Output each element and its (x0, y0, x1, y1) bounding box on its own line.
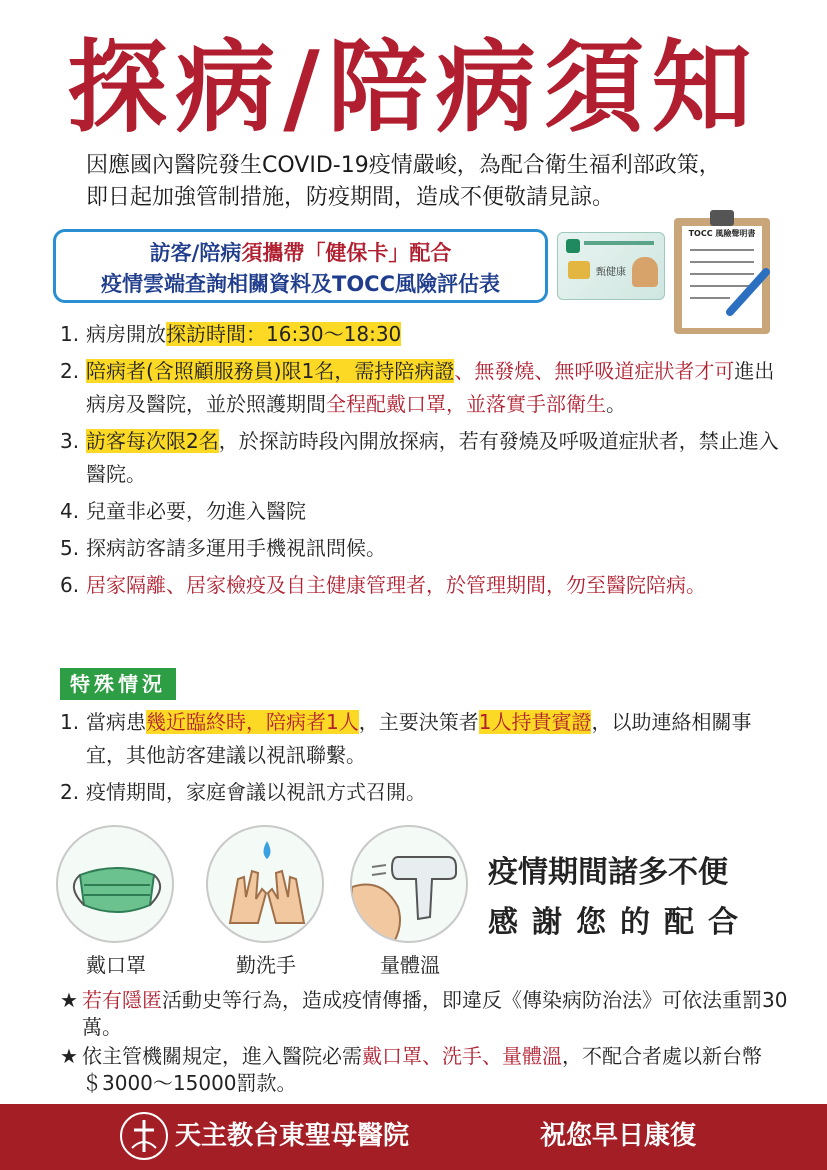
penalty-notes (60, 987, 790, 1099)
special-item-2: 2. 疫情期間，家庭會議以視訊方式召開。 (60, 780, 426, 804)
special-situation-list (60, 706, 780, 813)
handwash-item (206, 825, 326, 978)
rule-item-3: 3. 訪客每次限2名，於探訪時段內開放探病，若有發燒及呼吸道症狀者，禁止進入醫院。 (60, 429, 779, 486)
thanks-message (488, 848, 788, 948)
prevention-icons (56, 825, 476, 975)
notice-part-a: 訪客/陪病 (149, 241, 242, 265)
rule-item-2: 2. 陪病者(含照顧服務員)限1名，需持陪病證、無發燒、無呼吸道症狀者才可進出病房及醫院，並於照護期間全程配戴口罩，並落實手部衛生。 (60, 359, 775, 416)
insurance-card-notice (53, 229, 548, 303)
notice-part-c: 疫情雲端查詢相關資料及TOCC風險評估表 (101, 272, 500, 296)
card-name: 甄健康 (596, 267, 626, 278)
mask-item (56, 825, 176, 978)
penalty-note-2: ★ 依主管機關規定，進入醫院必需戴口罩、洗手、量體溫，不配合者處以新台幣＄3000～15000罰款。 (60, 1044, 762, 1095)
special-situation-heading: 特殊情況 (60, 668, 176, 700)
visit-rules-list (60, 318, 780, 606)
health-insurance-card-icon (557, 232, 665, 300)
page-title: 探病/陪病須知 (67, 29, 760, 146)
penalty-note-1: ★ 若有隱匿活動史等行為，造成疫情傳播，即違反《傳染病防治法》可依法重罰30萬。 (60, 988, 788, 1039)
rule-item-1: 1. 病房開放探訪時間：16:30～18:30 (60, 322, 402, 346)
thermometer-label: 量體溫 (380, 953, 440, 977)
rule-item-5: 5. 探病訪客請多運用手機視訊問候。 (60, 536, 386, 560)
mask-label: 戴口罩 (86, 953, 146, 977)
handwash-icon (206, 825, 324, 943)
intro-line-2: 即日起加強管制措施，防疫期間，造成不便敬請見諒。 (86, 185, 615, 210)
thermometer-icon (350, 825, 468, 943)
rule-item-4: 4. 兒童非必要，勿進入醫院 (60, 499, 306, 523)
hospital-name: 天主教台東聖母醫院 (175, 1121, 410, 1151)
mask-icon (56, 825, 174, 943)
intro-paragraph (86, 150, 786, 214)
thermometer-item (350, 825, 470, 978)
notice-part-b: 須攜帶「健保卡」配合 (241, 241, 452, 265)
special-item-1: 1. 當病患幾近臨終時，陪病者1人，主要決策者1人持貴賓證，以助連絡相關事宜，其他訪客建議以視訊聯繫。 (60, 710, 752, 767)
rule-item-6: 6. 居家隔離、居家檢疫及自主健康管理者，於管理期間，勿至醫院陪病。 (60, 573, 706, 597)
thanks-line-2: 感謝您的配合 (488, 905, 752, 940)
clipboard-title: TOCC 風險聲明書 (688, 229, 756, 238)
handwash-label: 勤洗手 (236, 953, 296, 977)
thanks-line-1: 疫情期間諸多不便 (488, 855, 728, 890)
get-well-wish: 祝您早日康復 (540, 1121, 697, 1151)
footer-banner (0, 1104, 827, 1170)
hospital-logo-icon (120, 1112, 168, 1160)
intro-line-1: 因應國內醫院發生COVID-19疫情嚴峻，為配合衛生福利部政策， (86, 153, 721, 178)
clipboard-form-icon (670, 208, 774, 336)
